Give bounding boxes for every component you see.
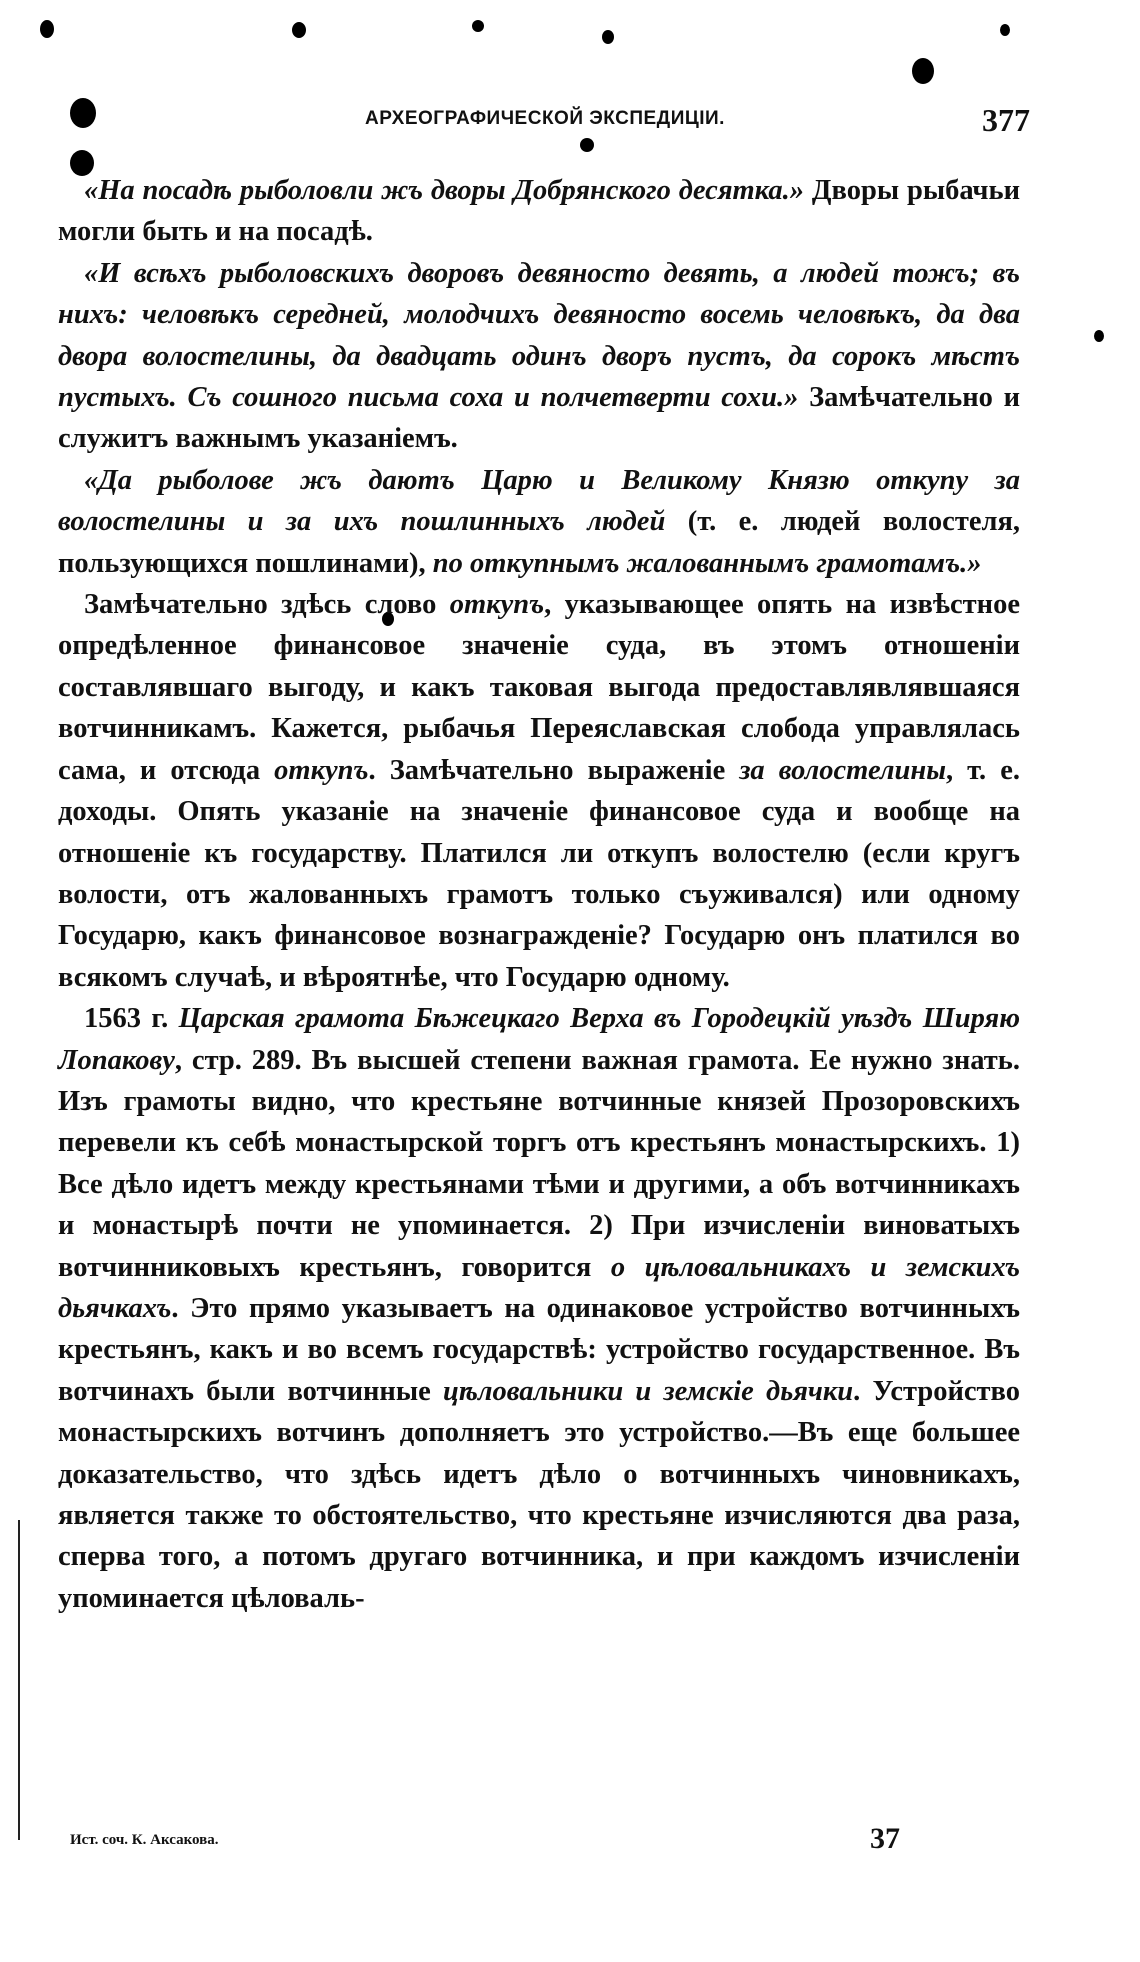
text-run: . Устройство монастырскихъ вотчинъ дополняетъ это устройство.—Въ еще большее доказательство, что здѣсь идетъ дѣло о вотчинныхъ чиновникахъ, является также то обстоятельство, что крестьяне изчисляются два раза, сперва того, а потомъ другаго вотчинника, и при каждомъ изчисленіи упоминается цѣловаль- bbox=[58, 1375, 1020, 1614]
italic-quote: о цѣловальникахъ и земскихъ дьячкахъ bbox=[58, 1251, 1021, 1324]
page-number: 377 bbox=[982, 102, 1030, 138]
text-run: Замѣчательно здѣсь слово bbox=[84, 589, 450, 621]
italic-quote: за волостелины bbox=[739, 754, 946, 786]
italic-quote: по откупнымъ жалованнымъ грамотамъ.» bbox=[432, 547, 982, 579]
text-run: 1563 г. bbox=[84, 1003, 179, 1035]
ink-blot bbox=[602, 30, 614, 44]
running-title: АРХЕОГРАФИЧЕСКОЙ ЭКСПЕДИЦІИ. bbox=[365, 108, 725, 129]
ink-blot bbox=[472, 20, 484, 32]
source-note: Ист. соч. К. Аксакова. bbox=[70, 1832, 219, 1848]
ink-blot bbox=[1094, 330, 1104, 342]
paragraph bbox=[58, 998, 1020, 1619]
running-head bbox=[60, 102, 1030, 148]
italic-quote: «Да рыболове жъ даютъ Царю и Великому Князю откупу за волостелины и за ихъ пошлинныхъ людей bbox=[58, 464, 1020, 538]
paragraph bbox=[58, 460, 1020, 584]
paragraph bbox=[58, 253, 1020, 460]
text-run: Дворы рыбачьи могли быть и на посадѣ. bbox=[58, 175, 1020, 248]
text-run: . Это прямо указываетъ на одинаковое устройство вотчинныхъ крестьянъ, какъ и во всемъ государствѣ: устройство государственное. Въ вотчинахъ были вотчинные bbox=[58, 1292, 1020, 1407]
paragraph bbox=[58, 584, 1020, 998]
body-text bbox=[58, 170, 1020, 1619]
page-footer bbox=[70, 1822, 950, 1862]
text-run: , т. е. доходы. Опять указаніе на значеніе финансовое суда и вообще на отношеніе къ государству. Платился ли откупъ волостелю (если кругъ волости, отъ жалованныхъ грамотъ только съуживался) или одному Государю, какъ финансовое вознагражденіе? Государю онъ платился во всякомъ случаѣ, и вѣроятнѣе, что Государю одному. bbox=[58, 754, 1020, 993]
text-run: , указывающее опять на извѣстное опредѣленное финансовое значеніе суда, въ этомъ отношеніи составлявшаго выгоду, и какъ таковая выгода предоставлявлявшаяся вотчинникамъ. Кажется, рыбачья Переяславская слобода управлялась сама, и отсюда bbox=[58, 589, 1020, 786]
margin-rule bbox=[18, 1520, 20, 1840]
italic-quote: Царская грамота Бѣжецкаго Верха въ Городецкій уѣздъ Ширяю Лопакову bbox=[58, 1003, 1020, 1076]
text-run: Замѣчательно и служитъ важнымъ указаніемъ. bbox=[58, 382, 1020, 455]
paragraph bbox=[58, 170, 1020, 253]
ink-blot bbox=[292, 22, 306, 38]
italic-quote: откупъ bbox=[274, 754, 369, 786]
text-run: (т. е. людей волостеля, пользующихся пошлинами), bbox=[58, 506, 1020, 579]
signature-mark: 37 bbox=[870, 1822, 900, 1855]
text-run: , стр. 289. Въ высшей степени важная грамота. Ее нужно знать. Изъ грамоты видно, что крестьяне вотчинные князей Прозоровскихъ перевели къ себѣ монастырской торгъ отъ крестьянъ монастырскихъ. 1) Все дѣло идетъ между крестьянами тѣми и другими, а объ вотчинникахъ и монастырѣ почти не упоминается. 2) При изчисленіи виноватыхъ вотчинниковыхъ крестьянъ, говорится bbox=[58, 1044, 1020, 1283]
ink-blot bbox=[1000, 24, 1010, 36]
italic-quote: «И всѣхъ рыболовскихъ дворовъ девяносто девять, а людей тожъ; въ нихъ: человѣкъ середней, молодчихъ девяносто восемь человѣкъ, да два двора волостелины, да двадцать одинъ дворъ пустъ, да сорокъ мѣстъ пустыхъ. Съ сошного письма соха и полчетверти сохи.» bbox=[58, 257, 1020, 414]
italic-quote: откупъ bbox=[449, 589, 545, 621]
ink-blot bbox=[912, 58, 934, 84]
italic-quote: цѣловальники и земскіе дьячки bbox=[443, 1375, 854, 1407]
italic-quote: «На посадѣ рыболовли жъ дворы Добрянского десятка.» bbox=[84, 175, 805, 206]
ink-blot bbox=[40, 20, 54, 38]
text-run: . Замѣчательно выраженіе bbox=[368, 754, 740, 786]
